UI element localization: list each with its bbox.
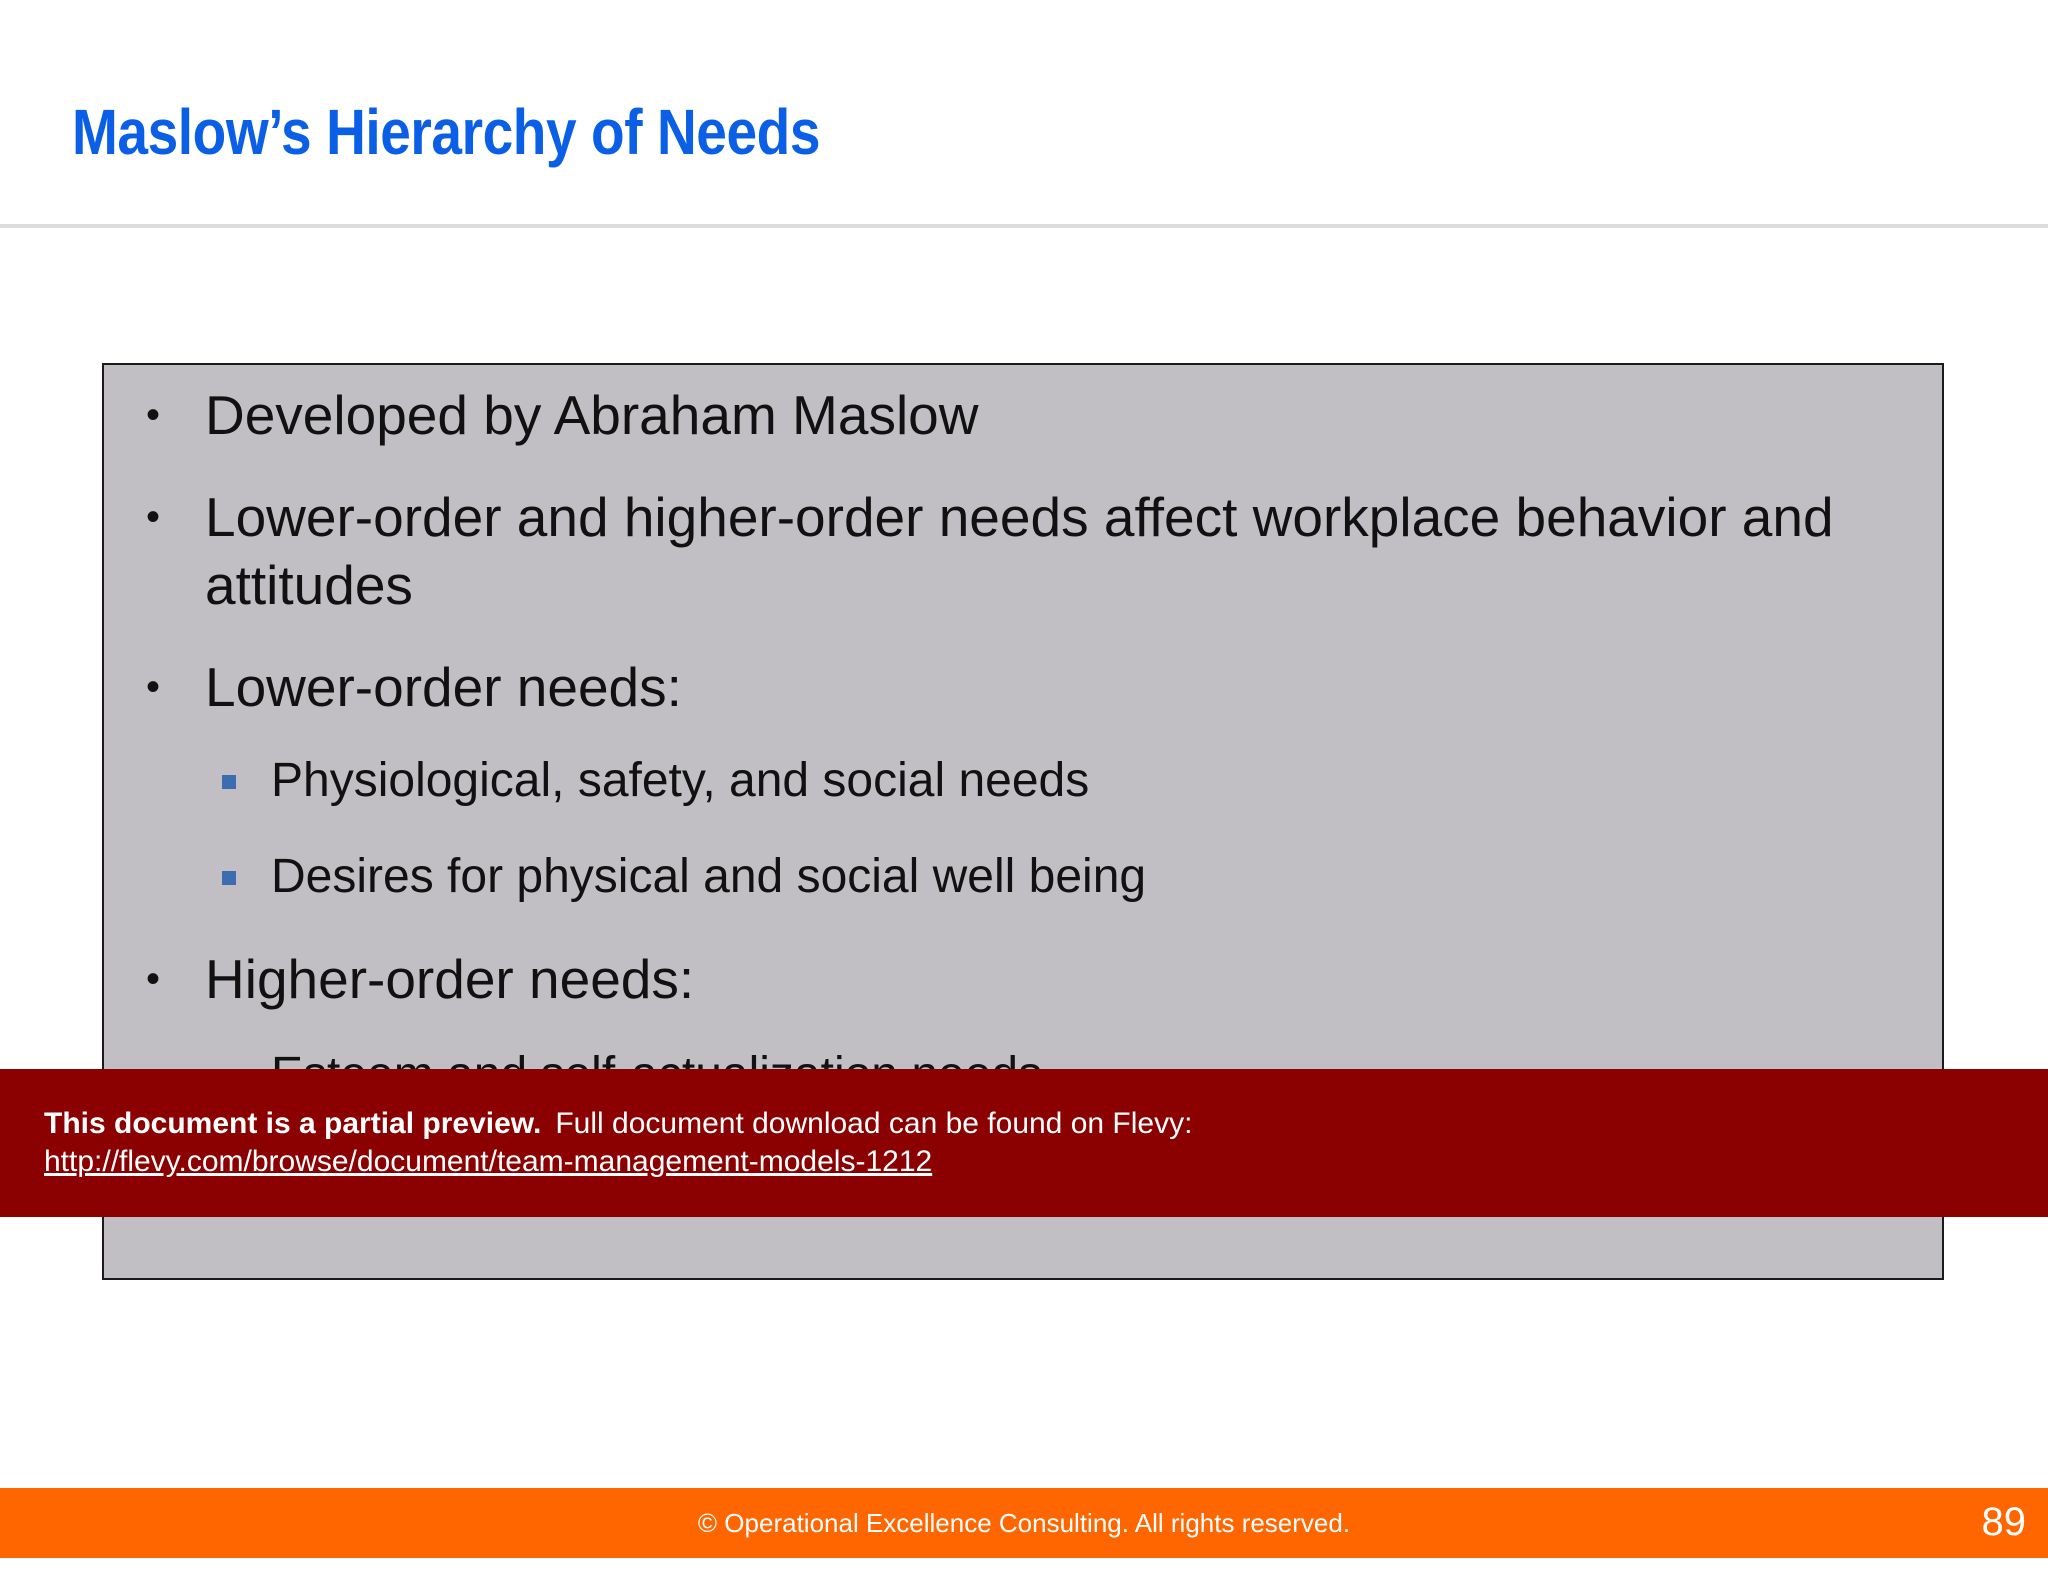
banner-text: Full document download can be found on Flevy: <box>555 1107 1193 1140</box>
square-bullet-icon <box>222 871 236 885</box>
sub-bullet-text: Desires for physical and social well being <box>271 850 1147 903</box>
download-link[interactable]: http://flevy.com/browse/document/team-management-models-1212 <box>44 1145 933 1178</box>
bullet-text: Lower-order needs: <box>205 656 682 718</box>
preview-banner <box>0 1069 2048 1217</box>
slide-title: Maslow’s Hierarchy of Needs <box>72 96 821 168</box>
bullet-dot-icon: • <box>146 393 161 437</box>
square-bullet-icon <box>222 775 236 789</box>
bullet-text: Developed by Abraham Maslow <box>205 384 979 446</box>
bullet-dot-icon: • <box>146 495 161 539</box>
bullet-dot-icon: • <box>146 665 161 709</box>
bullet-dot-icon: • <box>146 957 161 1001</box>
sub-bullet-text: Physiological, safety, and social needs <box>271 754 1090 807</box>
bullet-text: Higher-order needs: <box>205 948 695 1010</box>
title-divider <box>0 224 2048 228</box>
page-number: 89 <box>1981 1500 2026 1544</box>
banner-bold-text: This document is a partial preview. <box>44 1107 542 1140</box>
bullet-text: Lower-order and higher-order needs affect workplace behavior and attitudes <box>205 486 1834 616</box>
banner-message <box>44 1107 1192 1141</box>
footer-bar <box>0 1488 2048 1558</box>
copyright-text: © Operational Excellence Consulting. All rights reserved. <box>697 1508 1351 1538</box>
